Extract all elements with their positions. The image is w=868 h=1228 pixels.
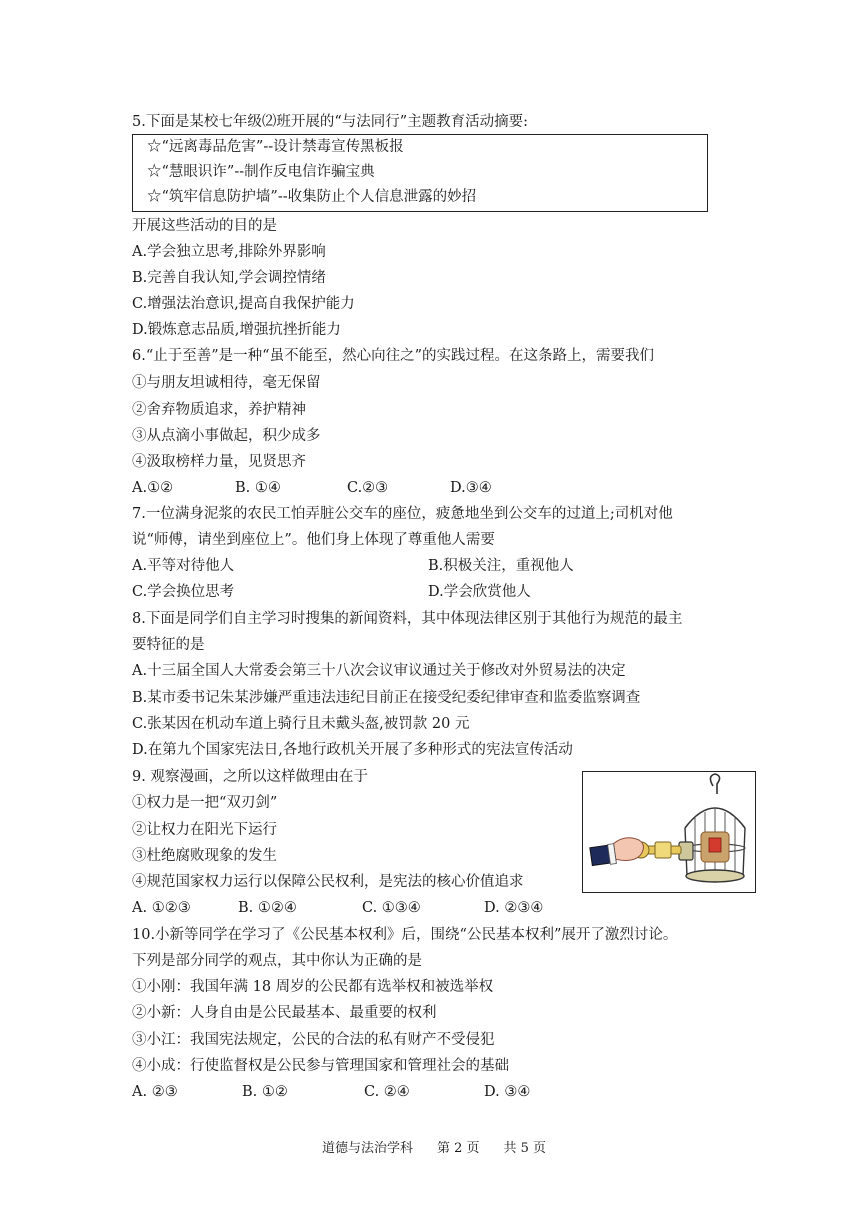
- q9-stem: 9. 观察漫画，之所以这样做理由在于: [132, 769, 368, 785]
- q5-question: 开展这些活动的目的是: [132, 218, 277, 234]
- q10-item-2: ②小新：人身自由是公民最基本、最重要的权利: [132, 1005, 437, 1021]
- q7-option-c: C.学会换位思考: [132, 584, 235, 600]
- q10-item-1: ①小刚：我国年满 18 周岁的公民都有选举权和被选举权: [132, 979, 494, 995]
- q10-item-4: ④小成：行使监督权是公民参与管理国家和管理社会的基础: [132, 1058, 509, 1074]
- q10-option-b: B. ①②: [242, 1084, 288, 1100]
- footer-page-number: 第 2 页: [436, 1141, 480, 1156]
- q5-activity-box: [132, 134, 708, 212]
- cartoon-birdcage-icon: [583, 772, 755, 892]
- q9-option-a: A. ①②③: [132, 900, 191, 916]
- q5-option-a: A.学会独立思考,排除外界影响: [132, 244, 326, 260]
- q9-item-2: ②让权力在阳光下运行: [132, 822, 277, 838]
- q7-options-row1: [132, 556, 574, 576]
- q9-options: [132, 898, 543, 918]
- q6-options: [132, 478, 492, 498]
- q6-option-a: A.①②: [132, 480, 174, 496]
- q8-stem-line1: 8.下面是同学们自主学习时搜集的新闻资料，其中体现法律区别于其他行为规范的最主: [132, 611, 683, 627]
- q7-stem-line1: 7.一位满身泥浆的农民工怕弄脏公交车的座位，疲惫地坐到公交车的过道上;司机对他: [132, 506, 673, 522]
- q8-option-d: D.在第九个国家宪法日,各地行政机关开展了多种形式的宪法宣传活动: [132, 742, 573, 758]
- q9-option-d: D. ②③④: [484, 900, 544, 916]
- q7-stem-line2: 说“师傅，请坐到座位上”。他们身上体现了尊重他人需要: [132, 532, 495, 548]
- q10-stem-line1: 10.小新等同学在学习了《公民基本权利》后，围绕“公民基本权利”展开了激烈讨论。: [132, 927, 678, 943]
- q5-box-item: ☆“慧眼识诈”--制作反电信诈骗宝典: [147, 164, 375, 180]
- q6-item-1: ①与朋友坦诚相待，毫无保留: [132, 375, 321, 391]
- cartoon-birdcage-image: [582, 771, 756, 893]
- footer-total-pages: 共 5 页: [503, 1141, 547, 1156]
- q6-option-d: D.③④: [450, 480, 492, 496]
- q10-option-c: C. ②④: [364, 1084, 410, 1100]
- q9-item-4: ④规范国家权力运行以保障公民权利，是宪法的核心价值追求: [132, 874, 524, 890]
- q8-option-c: C.张某因在机动车道上骑行且未戴头盔,被罚款 20 元: [132, 716, 470, 732]
- footer-subject: 道德与法治学科: [321, 1141, 413, 1156]
- q6-item-4: ④汲取榜样力量，见贤思齐: [132, 454, 306, 470]
- page-footer: [0, 1140, 868, 1158]
- q10-option-d: D. ③④: [484, 1084, 531, 1100]
- q6-item-3: ③从点滴小事做起，积少成多: [132, 428, 321, 444]
- q5-box-item: ☆“筑牢信息防护墙”--收集防止个人信息泄露的妙招: [147, 189, 477, 205]
- q6-option-b: B. ①④: [235, 480, 281, 496]
- q10-item-3: ③小江：我国宪法规定，公民的合法的私有财产不受侵犯: [132, 1032, 495, 1048]
- q5-option-b: B.完善自我认知,学会调控情绪: [132, 270, 326, 286]
- q9-item-1: ①权力是一把“双刃剑”: [132, 795, 278, 811]
- q9-option-b: B. ①②④: [238, 900, 297, 916]
- q6-option-c: C.②③: [347, 480, 389, 496]
- q10-option-a: A. ②③: [132, 1084, 178, 1100]
- q5-option-c: C.增强法治意识,提高自我保护能力: [132, 296, 355, 312]
- q5-box-item: ☆“远离毒品危害”--设计禁毒宣传黑板报: [147, 139, 404, 155]
- q5-stem: 5.下面是某校七年级⑵班开展的“与法同行”主题教育活动摘要:: [132, 114, 529, 130]
- q10-stem-line2: 下列是部分同学的观点，其中你认为正确的是: [132, 953, 422, 969]
- q7-option-b: B.积极关注，重视他人: [428, 558, 574, 574]
- q9-item-3: ③杜绝腐败现象的发生: [132, 848, 277, 864]
- q10-options: [132, 1082, 530, 1102]
- q7-option-a: A.平等对待他人: [132, 558, 235, 574]
- q5-option-d: D.锻炼意志品质,增强抗挫折能力: [132, 322, 341, 338]
- q6-stem: 6.“止于至善”是一种“虽不能至，然心向往之”的实践过程。在这条路上，需要我们: [132, 348, 654, 364]
- q8-option-b: B.某市委书记朱某涉嫌严重违法违纪目前正在接受纪委纪律审查和监委监察调查: [132, 690, 641, 706]
- q7-option-d: D.学会欣赏他人: [428, 584, 531, 600]
- q9-option-c: C. ①③④: [362, 900, 421, 916]
- q7-options-row2: [132, 582, 531, 602]
- q8-option-a: A.十三届全国人大常委会第三十八次会议审议通过关于修改对外贸易法的决定: [132, 663, 626, 679]
- q8-stem-line2: 要特征的是: [132, 637, 205, 653]
- q6-item-2: ②舍弃物质追求，养护精神: [132, 402, 306, 418]
